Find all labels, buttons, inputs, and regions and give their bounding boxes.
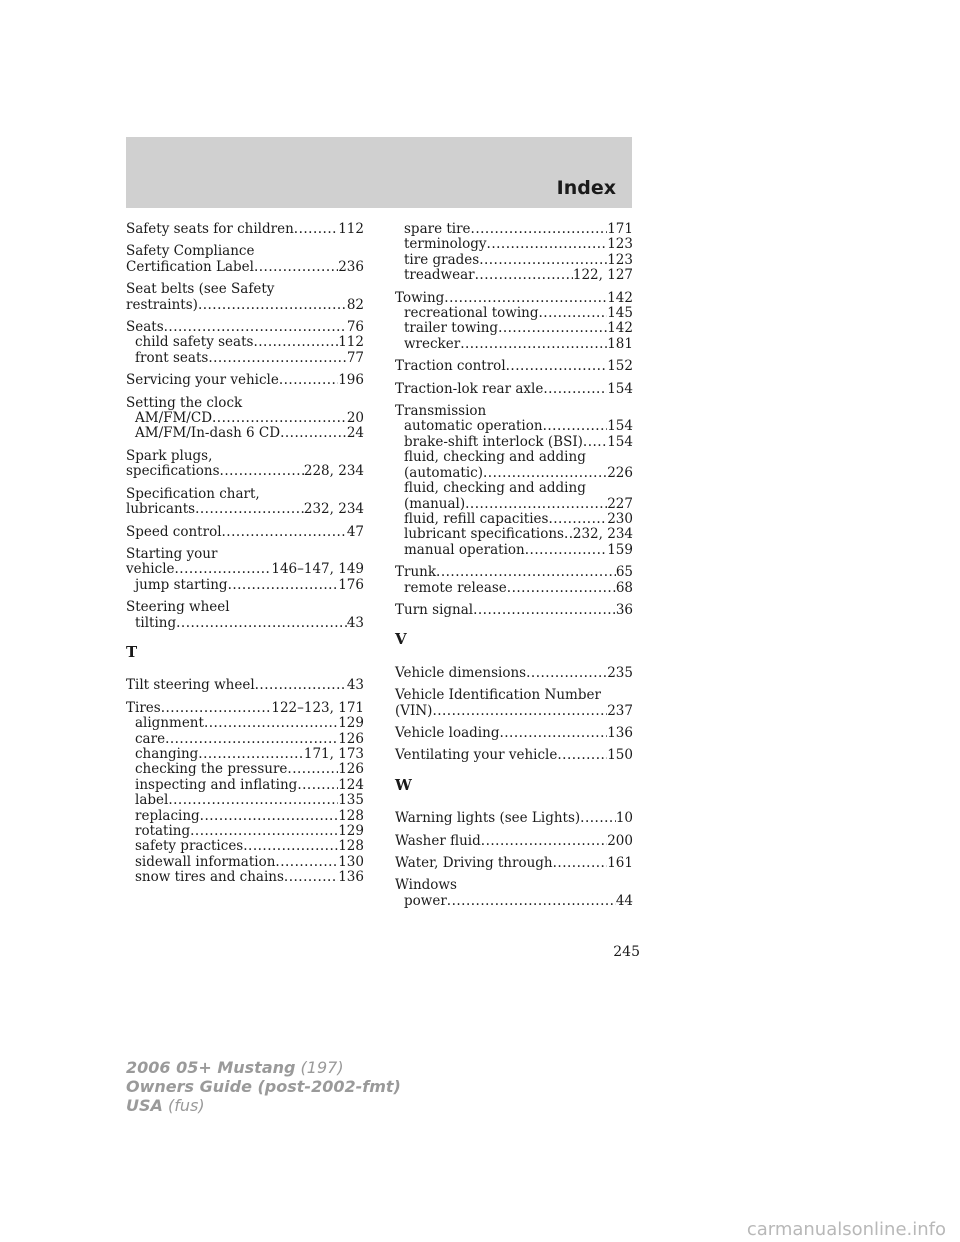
leader-dots — [475, 268, 573, 283]
entry-text: Safety Compliance — [126, 243, 255, 260]
entry-text: Trunk — [395, 564, 437, 581]
index-entry — [126, 547, 364, 593]
leader-dots — [254, 260, 338, 275]
entry-page: 196 — [338, 372, 364, 389]
leader-dots — [481, 834, 607, 849]
index-entry-line — [126, 502, 364, 517]
index-subentry-line — [395, 268, 633, 283]
leader-dots — [479, 253, 607, 268]
leader-dots — [499, 726, 607, 741]
entry-text: Setting the clock — [126, 394, 243, 411]
footer-line2-bold: Owners Guide (post-2002-fmt) — [126, 1077, 401, 1096]
index-entry-line — [126, 244, 364, 259]
entry-text: rotating — [135, 823, 191, 839]
leader-dots — [161, 701, 272, 716]
entry-text: Traction control — [395, 358, 506, 375]
entry-text: care — [135, 730, 166, 747]
index-subentry-line — [126, 747, 364, 762]
index-subentry-line — [126, 855, 364, 870]
entry-text: restraints) — [126, 296, 198, 313]
index-subentry-line — [395, 894, 633, 909]
leader-dots — [473, 603, 616, 618]
leader-dots — [204, 716, 338, 731]
index-entry — [395, 404, 633, 558]
index-subentry-line — [126, 426, 364, 441]
entry-text: safety practices — [135, 838, 244, 855]
entry-page: 122–123, 171 — [271, 699, 364, 716]
index-entry — [395, 359, 633, 374]
index-subentry-line — [395, 253, 633, 268]
entry-text: wrecker — [404, 335, 461, 352]
footer-line1-bold: 2006 05+ Mustang — [126, 1058, 296, 1077]
entry-page: 135 — [338, 792, 364, 809]
index-entry-line — [126, 678, 364, 693]
entry-page: 235 — [607, 664, 633, 681]
entry-text: manual operation — [404, 541, 525, 558]
entry-page: 77 — [346, 349, 364, 366]
leader-dots — [294, 222, 338, 237]
index-entry — [126, 525, 364, 540]
entry-page: 236 — [338, 258, 364, 275]
entry-text: changing — [135, 745, 199, 762]
index-entry — [126, 449, 364, 480]
entry-page: 36 — [615, 601, 633, 618]
leader-dots — [255, 678, 347, 693]
index-entry — [126, 678, 364, 693]
entry-text: Vehicle dimensions — [395, 664, 527, 681]
index-subentry-line — [395, 527, 633, 542]
index-subentry-line — [395, 419, 633, 434]
index-entry — [395, 382, 633, 397]
leader-dots — [564, 527, 573, 542]
leader-dots — [243, 839, 338, 854]
leader-dots — [275, 855, 338, 870]
index-entry-line — [126, 464, 364, 479]
leader-dots — [548, 512, 607, 527]
index-entry — [395, 222, 633, 284]
leader-dots — [557, 748, 607, 763]
entry-text: recreational towing — [404, 305, 539, 322]
index-entry-line — [126, 298, 364, 313]
leader-dots — [175, 562, 272, 577]
index-subentry-line — [126, 578, 364, 593]
index-entry — [126, 487, 364, 518]
entry-text: terminology — [404, 236, 487, 253]
index-subentry-line — [395, 435, 633, 450]
entry-text: Water, Driving through — [395, 855, 553, 871]
footer-line3-rest: (fus) — [162, 1096, 205, 1115]
leader-dots — [198, 298, 347, 313]
index-entry-line — [126, 396, 364, 411]
entry-text: Seat belts (see Safety — [126, 281, 275, 298]
entry-page: 181 — [607, 335, 633, 352]
entry-page: 142 — [607, 289, 633, 306]
index-entry-line — [126, 701, 364, 716]
leader-dots — [436, 565, 616, 580]
index-subentry-line — [395, 237, 633, 252]
leader-dots — [165, 732, 338, 747]
leader-dots — [507, 581, 616, 596]
leader-dots — [228, 578, 339, 593]
entry-text: Steering wheel — [126, 599, 230, 616]
entry-text: fluid, checking and adding — [404, 449, 586, 466]
index-entry-line — [126, 487, 364, 502]
entry-text: Seats — [126, 319, 164, 336]
index-subentry-line — [395, 466, 633, 481]
index-subentry-line — [126, 824, 364, 839]
entry-text: Specification chart, — [126, 485, 260, 502]
index-subentry-line — [126, 411, 364, 426]
index-entry-line — [126, 525, 364, 540]
entry-text: Vehicle loading — [395, 724, 500, 741]
entry-page: 228, 234 — [303, 463, 364, 480]
entry-page: 124 — [338, 776, 364, 793]
leader-dots — [222, 525, 347, 540]
leader-dots — [460, 337, 607, 352]
footer — [126, 1058, 401, 1115]
entry-text: treadwear — [404, 267, 475, 284]
entry-text: remote release — [404, 579, 507, 596]
leader-dots — [580, 811, 616, 826]
index-entry — [126, 701, 364, 886]
index-subentry-line — [126, 839, 364, 854]
index-entry-line — [395, 382, 633, 397]
entry-text: Starting your — [126, 545, 218, 562]
footer-line1-rest: (197) — [295, 1058, 344, 1077]
entry-text: Vehicle Identification Number — [395, 687, 601, 704]
entry-text: vehicle — [126, 561, 175, 578]
entry-text: Servicing your vehicle — [126, 372, 279, 389]
index-entry-line — [126, 222, 364, 237]
entry-page: 152 — [607, 358, 633, 375]
leader-dots — [483, 466, 607, 481]
entry-page: 130 — [338, 853, 364, 870]
entry-page: 154 — [607, 433, 633, 450]
section-letter: T — [126, 642, 138, 661]
entry-page: 230 — [607, 510, 633, 527]
entry-page: 112 — [338, 334, 364, 351]
leader-dots — [526, 666, 607, 681]
entry-text: checking the pressure — [135, 761, 288, 778]
entry-page: 136 — [338, 869, 364, 886]
entry-page: 232, 234 — [572, 526, 633, 543]
leader-dots — [543, 419, 608, 434]
entry-page: 82 — [346, 296, 364, 313]
entry-page: 159 — [607, 541, 633, 558]
index-subentry-line — [395, 321, 633, 336]
leader-dots — [465, 497, 607, 512]
index-subentry-line — [395, 337, 633, 352]
index-subentry-line — [126, 762, 364, 777]
index-subentry-line — [126, 778, 364, 793]
entry-text: Warning lights (see Lights) — [395, 810, 581, 827]
leader-dots — [280, 426, 347, 441]
entry-page: 126 — [338, 730, 364, 747]
entry-page: 47 — [346, 523, 364, 540]
leader-dots — [212, 411, 347, 426]
entry-text: Safety seats for children — [126, 221, 294, 237]
header-band — [126, 137, 632, 208]
index-entry-line — [126, 373, 364, 388]
entry-page: 123 — [607, 236, 633, 253]
entry-page: 112 — [338, 221, 364, 237]
leader-dots — [195, 502, 304, 517]
index-entry — [395, 878, 633, 909]
entry-text: trailer towing — [404, 320, 499, 337]
entry-text: Certification Label — [126, 258, 254, 275]
index-entry — [395, 291, 633, 353]
entry-page: 128 — [338, 838, 364, 855]
entry-text: (automatic) — [404, 464, 483, 481]
index-entry-line — [395, 404, 633, 419]
leader-dots — [284, 870, 338, 885]
entry-page: 44 — [615, 892, 633, 909]
section-letter: V — [395, 630, 407, 649]
index-entry — [126, 396, 364, 442]
index-entry — [395, 565, 633, 596]
entry-text: brake-shift interlock (BSI) — [404, 433, 583, 450]
index-entry — [126, 600, 364, 631]
leader-dots — [447, 894, 616, 909]
leader-dots — [198, 747, 304, 762]
entry-page: 24 — [346, 425, 364, 442]
entry-text: fluid, refill capacities — [404, 510, 549, 527]
entry-text: tilting — [135, 614, 177, 631]
index-entry — [395, 834, 633, 849]
index-subentry-line — [395, 512, 633, 527]
leader-dots — [506, 359, 608, 374]
leader-dots — [553, 856, 608, 871]
index-subentry-line — [126, 335, 364, 350]
entry-text: AM/FM/CD — [135, 410, 213, 427]
index-entry — [395, 811, 633, 826]
entry-text: child safety seats — [135, 334, 254, 351]
leader-dots — [538, 306, 607, 321]
entry-text: Windows — [395, 877, 457, 894]
entry-text: automatic operation — [404, 418, 543, 435]
index-subentry-line — [395, 306, 633, 321]
leader-dots — [164, 320, 347, 335]
entry-page: 68 — [615, 579, 633, 596]
entry-text: AM/FM/In-dash 6 CD — [135, 425, 281, 442]
index-subentry-line — [126, 716, 364, 731]
leader-dots — [487, 237, 608, 252]
index-subentry-line — [395, 543, 633, 558]
entry-page: 161 — [607, 855, 633, 871]
entry-page: 171 — [607, 221, 633, 237]
index-entry-line — [395, 856, 633, 871]
index-entry-line — [395, 704, 633, 719]
leader-dots — [190, 824, 338, 839]
index-subentry-line — [126, 793, 364, 808]
entry-text: lubricant specifications — [404, 526, 564, 543]
entry-page: 76 — [346, 319, 364, 336]
index-entry-line — [395, 834, 633, 849]
index-entry — [395, 666, 633, 681]
index-entry — [126, 222, 364, 237]
index-entry-line — [395, 748, 633, 763]
leader-dots — [253, 335, 338, 350]
leader-dots — [543, 382, 607, 397]
entry-page: 154 — [607, 418, 633, 435]
entry-page: 136 — [607, 724, 633, 741]
entry-text: Speed control — [126, 523, 222, 540]
index-entry — [126, 282, 364, 313]
index-entry-line — [395, 359, 633, 374]
index-entry — [126, 373, 364, 388]
leader-dots — [176, 616, 347, 631]
entry-page: 129 — [338, 823, 364, 839]
entry-page: 232, 234 — [303, 501, 364, 518]
leader-dots — [471, 222, 608, 237]
section-letter: W — [395, 775, 412, 794]
index-subentry-line — [126, 351, 364, 366]
page-number: 245 — [613, 944, 640, 960]
index-entry-line — [126, 600, 364, 615]
leader-dots — [287, 762, 338, 777]
entry-page: 43 — [346, 677, 364, 694]
entry-text: alignment — [135, 715, 204, 732]
entry-text: Spark plugs, — [126, 447, 213, 464]
entry-text: Washer fluid — [395, 832, 481, 849]
entry-text: Tilt steering wheel — [126, 677, 255, 694]
entry-text: specifications — [126, 463, 220, 480]
entry-text: Tires — [126, 699, 161, 716]
entry-page: 123 — [607, 251, 633, 268]
entry-page: 176 — [338, 576, 364, 593]
index-subentry-line — [395, 450, 633, 465]
entry-page: 10 — [615, 810, 633, 827]
entry-text: tire grades — [404, 251, 480, 268]
leader-dots — [168, 793, 338, 808]
entry-text: inspecting and inflating — [135, 776, 298, 793]
index-subentry-line — [126, 870, 364, 885]
index-entry — [395, 603, 633, 618]
entry-page: 20 — [346, 410, 364, 427]
index-column-right — [395, 222, 633, 916]
entry-text: snow tires and chains — [135, 869, 284, 886]
index-entry-line — [395, 666, 633, 681]
entry-page: 237 — [607, 702, 633, 719]
leader-dots — [279, 373, 338, 388]
entry-page: 150 — [607, 747, 633, 764]
footer-line3-bold: USA — [126, 1096, 163, 1115]
index-subentry-line — [395, 581, 633, 596]
index-entry — [395, 688, 633, 719]
entry-page: 146–147, 149 — [271, 561, 364, 578]
entry-text: front seats — [135, 349, 209, 366]
leader-dots — [200, 809, 339, 824]
index-entry — [126, 320, 364, 366]
entry-page: 200 — [607, 832, 633, 849]
index-entry-line — [395, 726, 633, 741]
entry-text: replacing — [135, 807, 200, 824]
entry-text: Transmission — [395, 403, 487, 420]
entry-text: (manual) — [404, 495, 466, 512]
index-entry-line — [126, 320, 364, 335]
index-entry — [126, 244, 364, 275]
leader-dots — [220, 464, 304, 479]
index-column-left — [126, 222, 364, 893]
entry-text: spare tire — [404, 221, 471, 237]
entry-page: 154 — [607, 380, 633, 397]
entry-text: label — [135, 792, 169, 809]
entry-text: Traction-lok rear axle — [395, 380, 544, 397]
entry-page: 129 — [338, 715, 364, 732]
leader-dots — [525, 543, 607, 558]
index-entry-line — [395, 811, 633, 826]
entry-text: (VIN) — [395, 702, 433, 719]
entry-text: jump starting — [135, 576, 228, 593]
entry-text: sidewall information — [135, 853, 276, 870]
entry-page: 128 — [338, 807, 364, 824]
entry-text: Towing — [395, 289, 445, 306]
index-entry-line — [126, 562, 364, 577]
entry-page: 226 — [607, 464, 633, 481]
index-entry — [395, 748, 633, 763]
index-subentry-line — [126, 616, 364, 631]
entry-page: 126 — [338, 761, 364, 778]
entry-page: 227 — [607, 495, 633, 512]
index-entry-line — [126, 260, 364, 275]
entry-page: 43 — [346, 614, 364, 631]
index-subentry-line — [395, 497, 633, 512]
entry-text: Ventilating your vehicle — [395, 747, 558, 764]
index-entry-line — [395, 878, 633, 893]
entry-text: power — [404, 892, 447, 909]
entry-page: 145 — [607, 305, 633, 322]
leader-dots — [498, 321, 607, 336]
entry-page: 171, 173 — [303, 745, 364, 762]
watermark: carmanualsonline.info — [746, 1219, 946, 1240]
index-subentry-line — [395, 481, 633, 496]
leader-dots — [432, 704, 607, 719]
index-entry-line — [395, 688, 633, 703]
index-entry-line — [126, 282, 364, 297]
index-subentry-line — [395, 222, 633, 237]
index-subentry-line — [126, 809, 364, 824]
index-entry — [395, 856, 633, 871]
index-subentry-line — [126, 732, 364, 747]
leader-dots — [444, 291, 607, 306]
index-entry — [395, 726, 633, 741]
entry-page: 65 — [615, 564, 633, 581]
leader-dots — [297, 778, 338, 793]
entry-text: fluid, checking and adding — [404, 480, 586, 497]
index-entry-line — [395, 565, 633, 580]
entry-page: 142 — [607, 320, 633, 337]
entry-page: 122, 127 — [572, 267, 633, 284]
page-title: Index — [556, 177, 616, 199]
leader-dots — [208, 351, 347, 366]
index-entry-line — [126, 449, 364, 464]
leader-dots — [583, 435, 607, 450]
entry-text: Turn signal — [395, 601, 474, 618]
index-entry-line — [126, 547, 364, 562]
entry-text: lubricants — [126, 501, 196, 518]
index-entry-line — [395, 291, 633, 306]
index-entry-line — [395, 603, 633, 618]
